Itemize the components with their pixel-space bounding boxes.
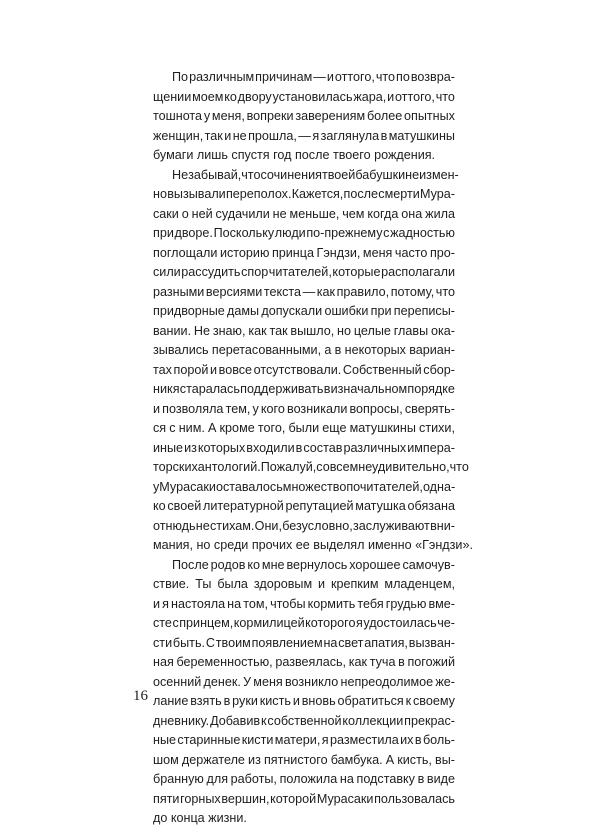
text-line: бранную для работы, положила на подставку в виде bbox=[153, 772, 455, 786]
text-line: бумаги лишь спустя год после твоего рождения. bbox=[153, 148, 436, 162]
text-line: у Мурасаки оставалось множество почитателей, одна- bbox=[153, 479, 456, 494]
text-line: сили рассудить спор читателей, которые располагали bbox=[153, 265, 455, 279]
text-line: щении моем ко двору установилась жара, и оттого, что bbox=[153, 89, 455, 104]
text-line: при дворе. Поскольку люди по-прежнему с жадностью bbox=[153, 226, 455, 240]
body-text bbox=[153, 68, 473, 829]
text-line: женщин, так и не прошла, — я заглянула в матушкины bbox=[153, 128, 455, 143]
text-line: саки о ней судачили не меньше, чем когда она жила bbox=[153, 206, 455, 221]
paragraph bbox=[153, 556, 455, 829]
text-line: разными версиями текста — как правило, потому, что bbox=[153, 284, 455, 299]
text-line: сте с принцем, кормилицей которого я удостоилась че- bbox=[153, 616, 455, 630]
text-line: торских антологий. Пожалуй, совсем неудивительно, что bbox=[153, 460, 469, 474]
text-line: дневнику. Добавив к собственной коллекции прекрас- bbox=[153, 713, 455, 728]
text-line: Не забывай, что сочинения твоей бабушки неизмен- bbox=[172, 167, 459, 182]
text-line: ся с ним. А кроме того, были еще матушкины стихи, bbox=[153, 421, 455, 435]
text-line: ная беременностью, развеялась, как туча в погожий bbox=[153, 655, 455, 669]
text-line: тах порой и вовсе отсутствовали. Собственный сбор- bbox=[153, 362, 455, 377]
text-line: вании. Не знаю, как так вышло, но целые главы ока- bbox=[153, 323, 455, 338]
text-line: до конца жизни. bbox=[153, 811, 247, 825]
text-line: зывались перетасованными, а в некоторых вариан- bbox=[153, 343, 455, 357]
text-line: придворные дамы допускали ошибки при переписы- bbox=[153, 304, 455, 318]
text-line: сти быть. С твоим появлением на свет апатия, вызван- bbox=[153, 635, 455, 650]
text-line: тошнота у меня, вопреки заверениям более опытных bbox=[153, 109, 455, 123]
text-line: ствие. Ты была здоровым и крепким младенцем, bbox=[153, 577, 455, 591]
text-line: и я настояла на том, чтобы кормить тебя грудью вме- bbox=[153, 596, 455, 611]
text-line: поглощали историю принца Гэндзи, меня часто про- bbox=[153, 245, 455, 260]
text-line: но вызывали переполох. Кажется, после смерти Мура- bbox=[153, 187, 455, 201]
text-line: лание взять в руки кисть и вновь обратиться к своему bbox=[153, 694, 455, 708]
text-line: По различным причинам — и оттого, что по возвра- bbox=[172, 70, 455, 84]
text-line: пяти горных вершин, которой Мурасаки пользовалась bbox=[153, 791, 455, 806]
text-line: и позволяла тем, у кого возникали вопросы, сверять- bbox=[153, 401, 455, 416]
text-line: ник я старалась поддерживать в изначальном порядке bbox=[153, 382, 455, 396]
text-line: шом держателе из пятнистого бамбука. А кисть, вы- bbox=[153, 752, 455, 767]
text-line: После родов ко мне вернулось хорошее самочув- bbox=[172, 557, 455, 572]
text-line: отнюдь не стихам. Они, безусловно, заслуживают вни- bbox=[153, 518, 455, 533]
text-line: ные старинные кисти матери, я разместила их в боль- bbox=[153, 733, 455, 747]
page-number: 16 bbox=[133, 688, 148, 704]
text-line: ко своей литературной репутацией матушка обязана bbox=[153, 499, 455, 513]
text-line: иные из которых входили в состав различных импера- bbox=[153, 440, 455, 455]
text-line: мания, но среди прочих ее выделял именно «Гэндзи». bbox=[153, 538, 473, 552]
paragraph bbox=[153, 68, 455, 166]
paragraph bbox=[153, 166, 473, 556]
text-line: осенний денек. У меня возникло непреодолимое же- bbox=[153, 674, 455, 689]
